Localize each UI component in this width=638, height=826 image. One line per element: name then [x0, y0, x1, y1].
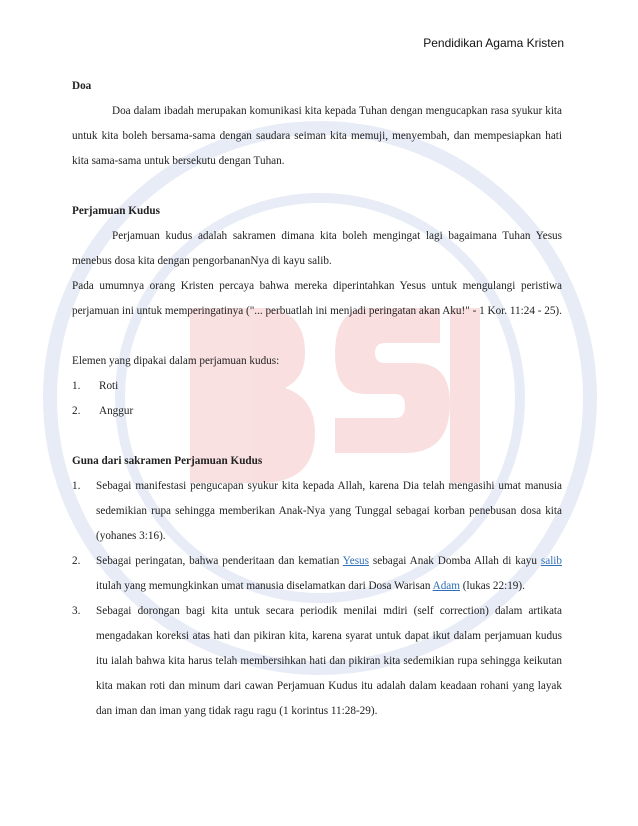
document-body [72, 74, 562, 724]
list-item-number: 2. [72, 405, 81, 417]
perjamuan-paragraph-1: Perjamuan kudus adalah sakramen dimana kita boleh mengingat lagi bagaimana Tuhan Yesus menebus dosa kita dengan pengorbananNya di kayu salib. [72, 230, 562, 267]
text-segment: itulah yang memungkinkan umat manusia diselamatkan dari Dosa Warisan [96, 580, 433, 592]
link-salib[interactable]: salib [540, 555, 563, 567]
list-item-number: 2. [72, 555, 81, 567]
list-item [72, 474, 562, 549]
section-heading-doa: Doa [72, 80, 92, 92]
section-heading-guna: Guna dari sakramen Perjamuan Kudus [72, 455, 263, 467]
list-item-number: 1. [72, 380, 81, 392]
text-segment: sebagai Anak Domba Allah di kayu [369, 555, 541, 567]
list-item [72, 399, 562, 424]
list-item-number: 3. [72, 605, 81, 617]
list-item-text [96, 549, 562, 599]
link-yesus[interactable]: Yesus [342, 555, 369, 567]
link-adam[interactable]: Adam [432, 580, 460, 592]
list-item-label: Anggur [99, 405, 134, 417]
list-item-text: Sebagai dorongan bagi kita untuk secara periodik menilai mdiri (self correction) dalam artikata mengadakan koreksi atas hati dan pikiran kita, karena syarat untuk dapat ikut dalam perjamuan kudus itu ialah bahwa kita harus telah membersihkan hati dan pikiran kita sedemikian rupa sehingga keikutan kita makan roti dan minum dari cawan Perjamuan Kudus itu adalah dalam keadaan rohani yang layak dan iman dan iman yang tidak ragu ragu (1 korintus 11:28-29). [96, 605, 562, 717]
list-item-label: Roti [99, 380, 119, 392]
section-heading-perjamuan: Perjamuan Kudus [72, 205, 160, 217]
text-segment: (lukas 22:19). [459, 580, 525, 592]
elemen-list [72, 374, 562, 424]
list-item-text: Sebagai manifestasi pengucapan syukur kita kepada Allah, karena Dia telah mengasihi umat manusia sedemikian rupa sehingga memberikan Anak-Nya yang Tunggal sebagai korban penebusan dosa kita (yohanes 3:16). [96, 480, 562, 542]
list-item [72, 374, 562, 399]
perjamuan-paragraph-2: Pada umumnya orang Kristen percaya bahwa mereka diperintahkan Yesus untuk mengulangi peristiwa perjamuan ini untuk memperingatinya ("... perbuatlah ini menjadi peringatan akan Aku!" - 1 Kor. 11:24 - 25). [72, 280, 562, 317]
list-item [72, 599, 562, 724]
page-header-title: Pendidikan Agama Kristen [423, 36, 564, 50]
list-item-number: 1. [72, 480, 81, 492]
text-segment: Sebagai peringatan, bahwa penderitaan dan kematian [96, 555, 343, 567]
elemen-intro: Elemen yang dipakai dalam perjamuan kudus: [72, 355, 280, 367]
guna-list [72, 474, 562, 724]
list-item [72, 549, 562, 599]
doa-paragraph: Doa dalam ibadah merupakan komunikasi kita kepada Tuhan dengan mengucapkan rasa syukur kita untuk kita boleh bersama-sama dengan saudara seiman kita memuji, menyembah, dan mempesiapkan hati kita sama-sama untuk bersekutu dengan Tuhan. [72, 105, 562, 167]
